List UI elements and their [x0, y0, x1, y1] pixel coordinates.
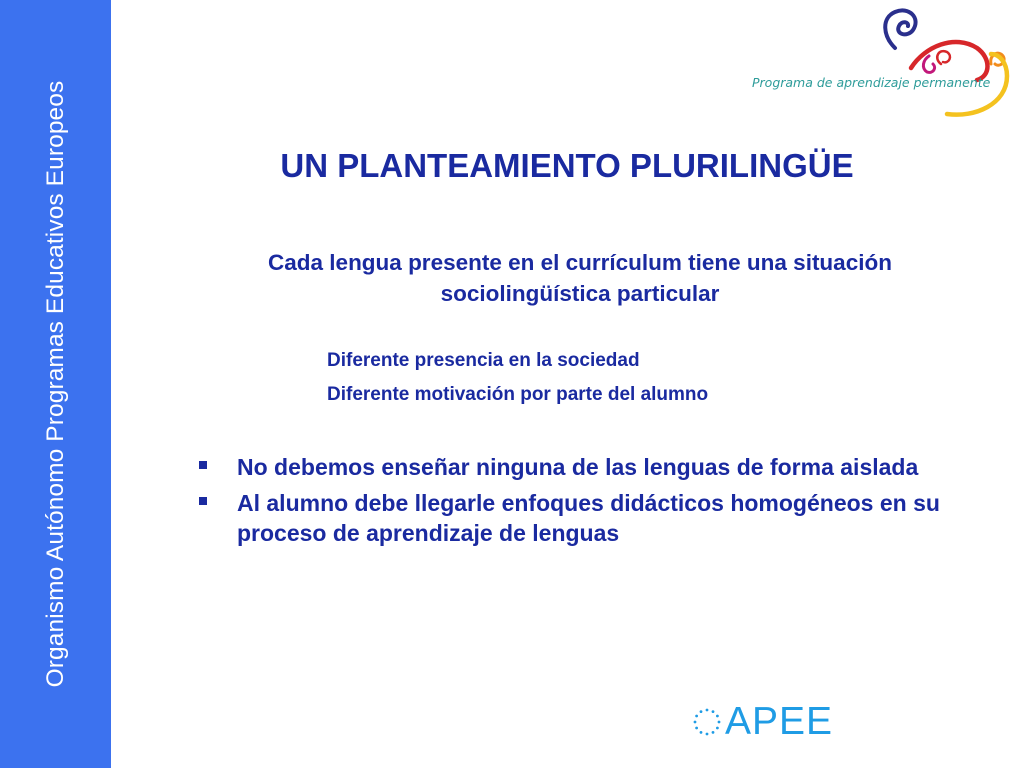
- slide-subtitle: Cada lengua presente en el currículum tiene una situación sociolingüística particular: [268, 250, 892, 306]
- eu-stars-icon: [692, 707, 722, 737]
- logo-caption: Programa de aprendizaje permanente: [752, 75, 991, 90]
- square-bullet-icon: [199, 461, 207, 469]
- apee-brand-text: APEE: [725, 700, 834, 743]
- sidebar-organization-name: Organismo Autónomo Programas Educativos Europeos: [42, 80, 69, 688]
- bullet-list: [196, 452, 956, 554]
- bullet-text: Al alumno debe llegarle enfoques didácticos homogéneos en su proceso de aprendizaje de lenguas: [237, 490, 940, 546]
- list-item: [196, 488, 956, 548]
- sub-point: Diferente presencia en la sociedad: [327, 350, 640, 371]
- list-item: [196, 452, 956, 482]
- square-bullet-icon: [199, 497, 207, 505]
- slide-title: UN PLANTEAMIENTO PLURILINGÜE: [280, 147, 854, 184]
- bullet-text: No debemos enseñar ninguna de las lenguas de forma aislada: [237, 454, 919, 480]
- sidebar: [0, 0, 111, 768]
- sub-point: Diferente motivación por parte del alumno: [327, 384, 709, 405]
- swirl-logo-icon: [745, 6, 1015, 124]
